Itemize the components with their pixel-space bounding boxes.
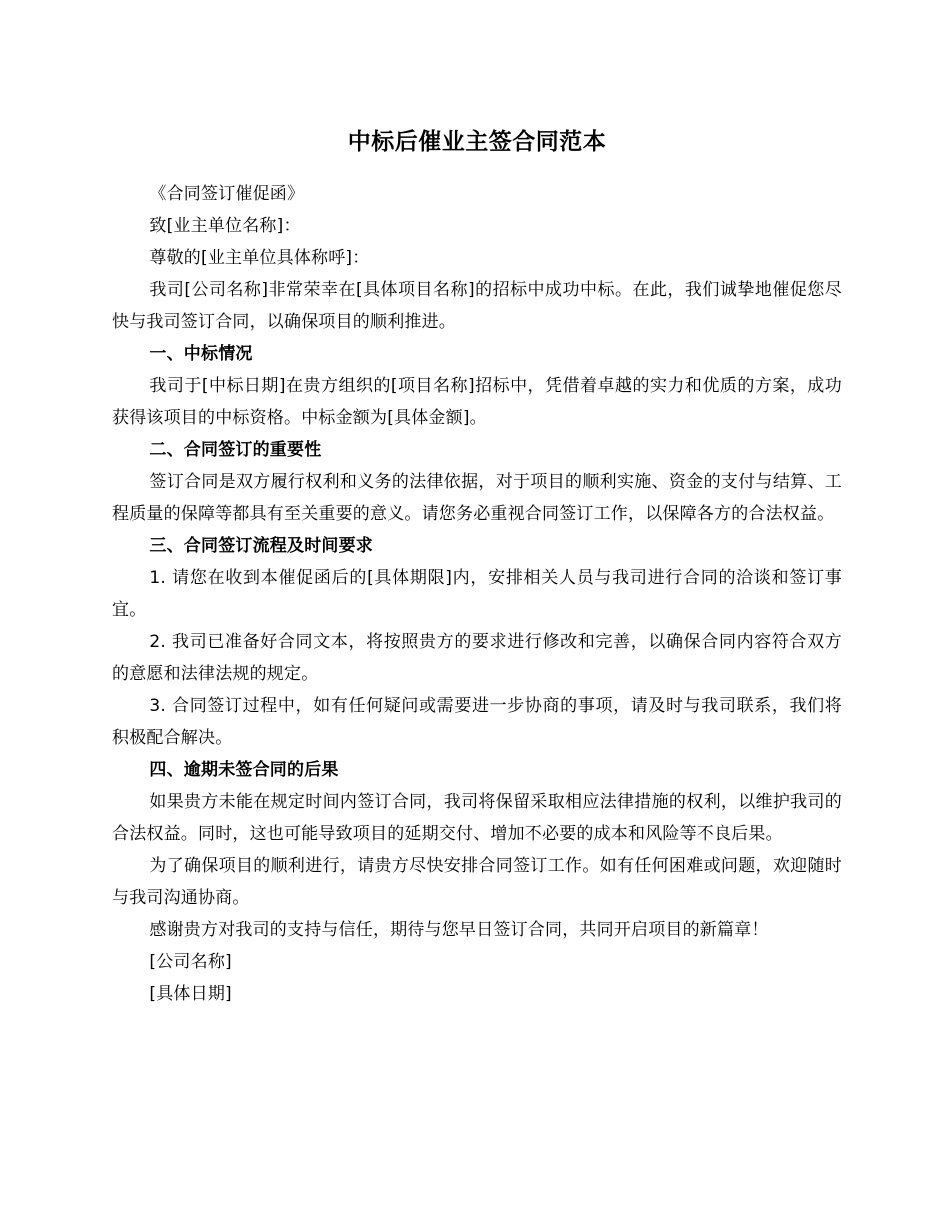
section-3-item-1: 1. 请您在收到本催促函后的[具体期限]内，安排相关人员与我司进行合同的洽谈和签订事宜。 [112, 568, 842, 620]
salutation-line-2: 尊敬的[业主单位具体称呼]： [149, 248, 370, 268]
signature-company: [公司名称] [149, 952, 232, 972]
intro-paragraph: 我司[公司名称]非常荣幸在[具体项目名称]的招标中成功中标。在此，我们诚挚地催促您尽快与我司签订合同，以确保项目的顺利推进。 [112, 280, 842, 332]
section-2-heading: 二、合同签订的重要性 [149, 440, 322, 460]
section-4-paragraph: 如果贵方未能在规定时间内签订合同，我司将保留采取相应法律措施的权利，以维护我司的合法权益。同时，这也可能导致项目的延期交付、增加不必要的成本和风险等不良后果。 [112, 792, 842, 844]
closing-paragraph-2: 感谢贵方对我司的支持与信任，期待与您早日签订合同，共同开启项目的新篇章！ [149, 920, 769, 940]
section-1-heading: 一、中标情况 [149, 344, 253, 364]
letter-name: 《合同签订催促函》 [149, 184, 305, 204]
section-3-heading: 三、合同签订流程及时间要求 [149, 536, 373, 556]
section-2-paragraph: 签订合同是双方履行权利和义务的法律依据，对于项目的顺利实施、资金的支付与结算、工程质量的保障等都具有至关重要的意义。请您务必重视合同签订工作，以保障各方的合法权益。 [112, 472, 842, 524]
document-page [112, 124, 842, 1010]
signature-date: [具体日期] [149, 984, 232, 1004]
salutation-line-1: 致[业主单位名称]： [149, 216, 301, 236]
section-1-paragraph: 我司于[中标日期]在贵方组织的[项目名称]招标中，凭借着卓越的实力和优质的方案，成功获得该项目的中标资格。中标金额为[具体金额]。 [112, 376, 842, 428]
section-3-item-2: 2. 我司已准备好合同文本，将按照贵方的要求进行修改和完善，以确保合同内容符合双方的意愿和法律法规的规定。 [112, 632, 842, 684]
section-3-item-3: 3. 合同签订过程中，如有任何疑问或需要进一步协商的事项，请及时与我司联系，我们将积极配合解决。 [112, 696, 842, 748]
closing-paragraph-1: 为了确保项目的顺利进行，请贵方尽快安排合同签订工作。如有任何困难或问题，欢迎随时与我司沟通协商。 [112, 856, 842, 908]
section-4-heading: 四、逾期未签合同的后果 [149, 760, 339, 780]
document-title: 中标后催业主签合同范本 [347, 129, 607, 155]
